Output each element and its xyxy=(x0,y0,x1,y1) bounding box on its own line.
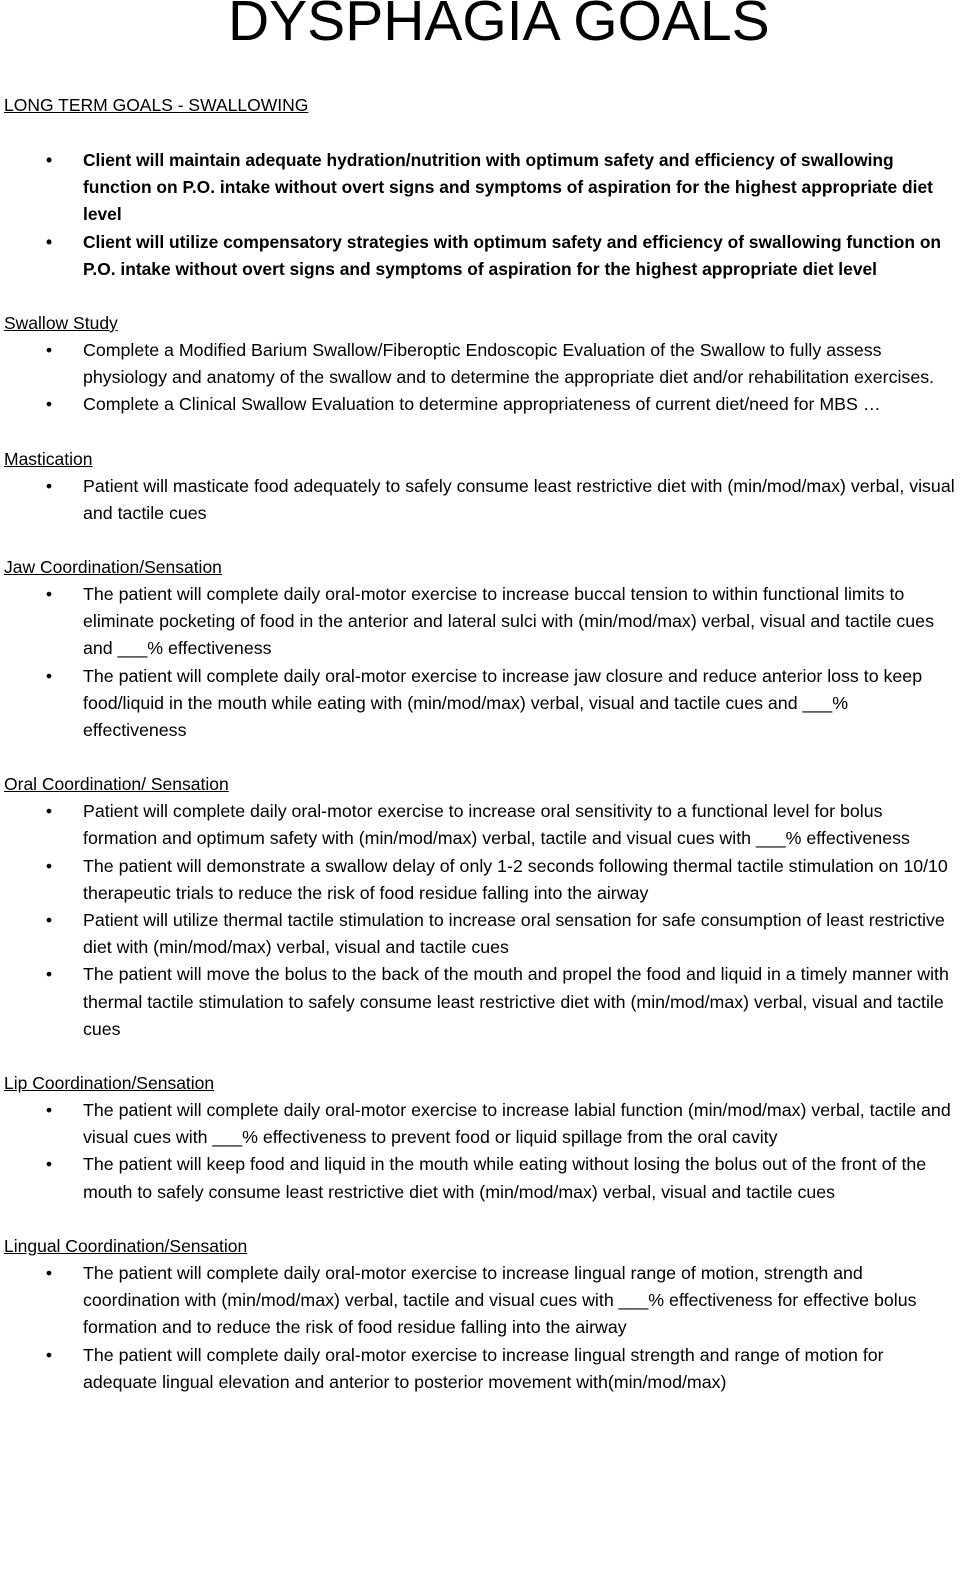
goal-list xyxy=(0,798,960,1043)
goal-text: The patient will keep food and liquid in the mouth while eating without losing the bolus out of the front of the mouth to safely consume least restrictive diet with (min/mod/max) verbal, visual and tactile cues xyxy=(83,1154,927,1202)
goal-text: Client will utilize compensatory strategies with optimum safety and efficiency of swallowing function on P.O. intake without overt signs and symptoms of aspiration for the highest appropriate diet level xyxy=(83,231,942,279)
section-heading: LONG TERM GOALS - SWALLOWING xyxy=(4,95,309,115)
bullet-icon: • xyxy=(45,475,53,496)
section-heading: Swallow Study xyxy=(4,313,118,334)
goal-text: The patient will demonstrate a swallow delay of only 1-2 seconds following thermal tactile stimulation on 10/10 therapeutic trials to reduce the risk of food residue falling into the airway xyxy=(83,855,948,903)
goal-text: Client will maintain adequate hydration/nutrition with optimum safety and efficiency of swallowing function on P.O. intake without overt signs and symptoms of aspiration for the highest appropriate diet level xyxy=(83,150,933,225)
goal-list xyxy=(0,147,960,283)
goal-list xyxy=(0,581,960,744)
list-item xyxy=(0,798,960,852)
goal-list xyxy=(0,1260,960,1396)
list-item xyxy=(0,1097,960,1151)
bullet-icon: • xyxy=(45,1100,53,1121)
bullet-icon: • xyxy=(45,855,53,876)
bullet-icon: • xyxy=(45,340,53,361)
goal-list xyxy=(0,337,960,419)
list-item xyxy=(0,907,960,961)
section-heading: Lingual Coordination/Sensation xyxy=(4,1235,248,1256)
bullet-icon: • xyxy=(45,910,53,931)
goal-text: The patient will complete daily oral-motor exercise to increase buccal tension to within functional limits to eliminate pocketing of food in the anterior and lateral sulci with (min/mod/max) verbal, visual and tactile cues and ___% effectiveness xyxy=(83,584,934,659)
goal-text: Complete a Modified Barium Swallow/Fiberoptic Endoscopic Evaluation of the Swallow to fully assess physiology and anatomy of the swallow and to determine the appropriate diet and/or rehabilitation exercises. xyxy=(83,340,935,388)
bullet-icon: • xyxy=(45,665,53,686)
section-heading: Oral Coordination/ Sensation xyxy=(4,774,229,795)
bullet-icon: • xyxy=(45,150,53,170)
goal-text: Patient will utilize thermal tactile stimulation to increase oral sensation for safe consumption of least restrictive diet with (min/mod/max) verbal, visual and tactile cues xyxy=(83,910,945,958)
section-swallow-study xyxy=(0,310,960,419)
bullet-icon: • xyxy=(45,1262,53,1283)
section-lingual-coordination xyxy=(0,1233,960,1396)
section-mastication xyxy=(0,446,960,527)
section-jaw-coordination xyxy=(0,554,960,744)
list-item xyxy=(0,229,960,283)
list-item xyxy=(0,473,960,527)
bullet-icon: • xyxy=(45,231,53,252)
list-item xyxy=(0,853,960,907)
list-item xyxy=(0,663,960,745)
bullet-icon: • xyxy=(45,801,53,822)
bullet-icon: • xyxy=(45,1344,53,1365)
goal-text: Patient will complete daily oral-motor exercise to increase oral sensitivity to a functional level for bolus formation and optimum safety with (min/mod/max) verbal, tactile and visual cues with ___% effectiveness xyxy=(83,801,910,849)
goal-text: Patient will masticate food adequately to safely consume least restrictive diet with (min/mod/max) verbal, visual and tactile cues xyxy=(83,475,955,523)
section-long-term-goals xyxy=(0,92,960,283)
bullet-icon: • xyxy=(45,1154,53,1175)
document-body xyxy=(0,92,960,1396)
bullet-icon: • xyxy=(45,394,53,415)
list-item xyxy=(0,1151,960,1205)
list-item xyxy=(0,961,960,1043)
goal-text: The patient will complete daily oral-motor exercise to increase jaw closure and reduce anterior loss to keep food/liquid in the mouth while eating with (min/mod/max) verbal, visual and tactile cues and ___% effectiveness xyxy=(83,665,923,741)
section-heading: Jaw Coordination/Sensation xyxy=(4,557,222,578)
list-item xyxy=(0,1342,960,1396)
section-heading: Mastication xyxy=(4,448,93,469)
bullet-icon: • xyxy=(45,964,53,985)
page-title: DYSPHAGIA GOALS xyxy=(228,0,770,53)
goal-text: The patient will complete daily oral-motor exercise to increase lingual strength and range of motion for adequate lingual elevation and anterior to posterior movement with(min/mod/max) xyxy=(83,1344,884,1392)
section-heading: Lip Coordination/Sensation xyxy=(4,1073,215,1094)
goal-list xyxy=(0,473,960,527)
goal-text: The patient will complete daily oral-motor exercise to increase lingual range of motion, strength and coordination with (min/mod/max) verbal, tactile and visual cues with ___% effectiveness for effective bolus formation and to reduce the risk of food residue falling into the airway xyxy=(83,1262,917,1338)
section-lip-coordination xyxy=(0,1070,960,1206)
list-item xyxy=(0,581,960,663)
goal-text: The patient will complete daily oral-motor exercise to increase labial function (min/mod/max) verbal, tactile and visual cues with ___% effectiveness to prevent food or liquid spillage from the oral cavity xyxy=(83,1100,951,1148)
list-item xyxy=(0,337,960,391)
goal-text: The patient will move the bolus to the back of the mouth and propel the food and liquid in a timely manner with thermal tactile stimulation to safely consume least restrictive diet with (min/mod/max) verbal, visual and tactile cues xyxy=(83,964,949,1039)
section-oral-coordination xyxy=(0,771,960,1043)
list-item xyxy=(0,391,960,418)
list-item xyxy=(0,1260,960,1342)
list-item xyxy=(0,147,960,229)
goal-list xyxy=(0,1097,960,1206)
bullet-icon: • xyxy=(45,584,53,605)
goal-text: Complete a Clinical Swallow Evaluation to determine appropriateness of current diet/need for MBS … xyxy=(83,394,881,415)
